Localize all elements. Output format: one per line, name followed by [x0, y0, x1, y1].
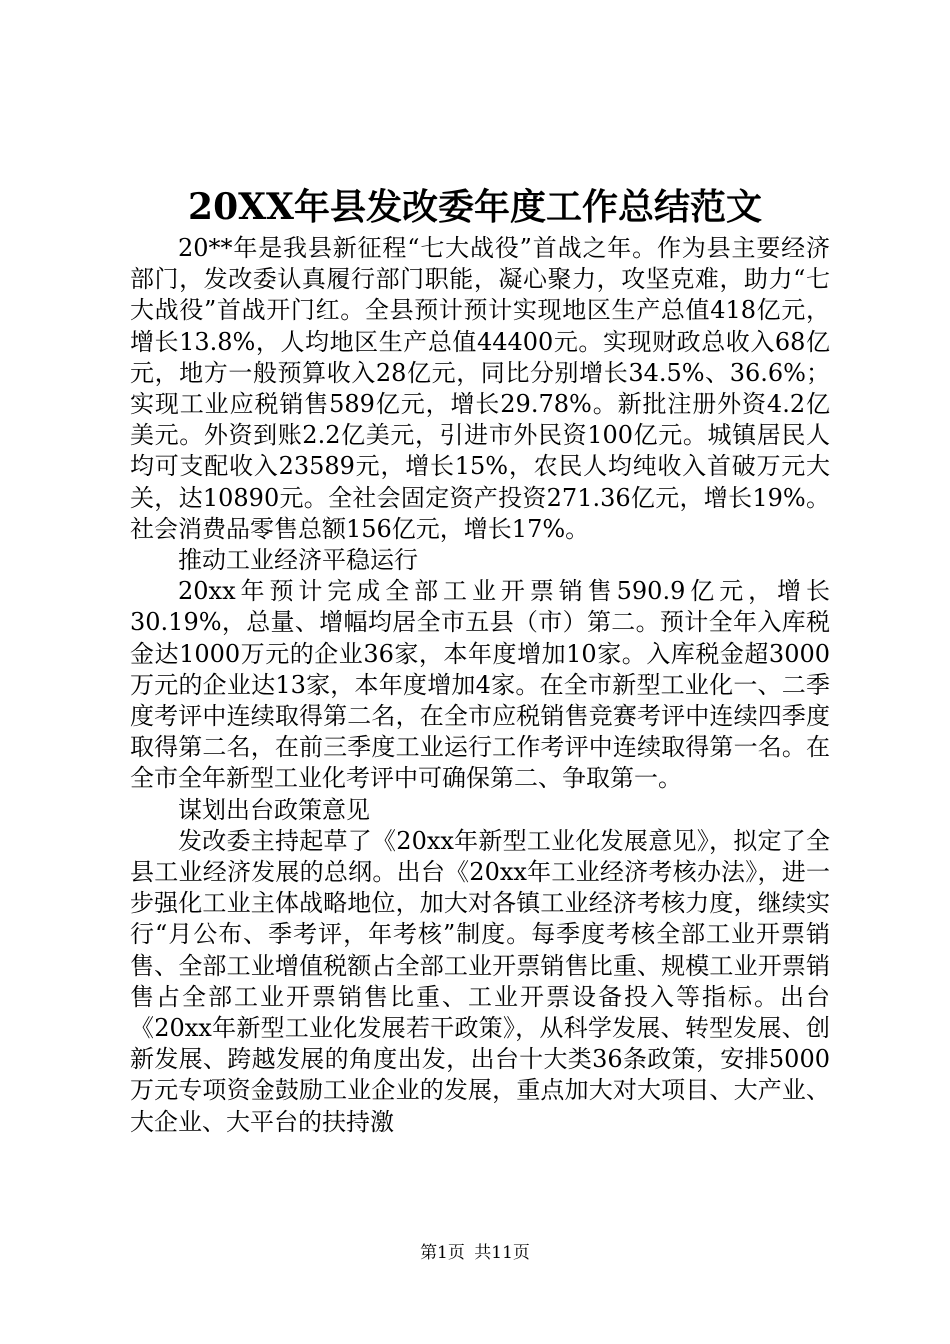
- section-heading-policy: 谋划出台政策意见: [178, 795, 370, 824]
- paragraph-intro: 20**年是我县新征程“七大战役”首战之年。作为县主要经济部门，发改委认真履行部门职能，凝心聚力，攻坚克难，助力“七大战役”首战开门红。全县预计预计实现地区生产总值418亿元，增长13.8%，人均地区生产总值44400元。实现财政总收入68亿元，地方一般预算收入28亿元，同比分别增长34.5%、36.6%；实现工业应税销售589亿元，增长29.78%。新批注册外资4.2亿美元。外资到账2.2亿美元，引进市外民资100亿元。城镇居民人均可支配收入23589元，增长15%，农民人均纯收入首破万元大关，达10890元。全社会固定资产投资271.36亿元，增长19%。社会消费品零售总额156亿元，增长17%。: [130, 234, 830, 543]
- section-heading-industry: 推动工业经济平稳运行: [178, 546, 418, 575]
- page-footer: [0, 1241, 950, 1265]
- paragraph-industry: 20xx年预计完成全部工业开票销售590.9亿元，增长30.19%，总量、增幅均居全市五县（市）第二。预计全年入库税金达1000万元的企业36家，本年度增加10家。入库税金超3000万元的企业达13家，本年度增加4家。在全市新型工业化一、二季度考评中连续取得第二名，在全市应税销售竞赛考评中连续四季度取得第二名，在前三季度工业运行工作考评中连续取得第一名。在全市全年新型工业化考评中可确保第二、争取第一。: [130, 577, 830, 793]
- document-title: 20XX年县发改委年度工作总结范文: [188, 186, 762, 228]
- page-number: 第1页: [420, 1243, 465, 1263]
- paragraph-policy: 发改委主持起草了《20xx年新型工业化发展意见》，拟定了全县工业经济发展的总纲。出台《20xx年工业经济考核办法》，进一步强化工业主体战略地位，加大对各镇工业经济考核力度，继续实行“月公布、季考评，年考核”制度。每季度考核全部工业开票销售、全部工业增值税额占全部工业开票销售比重、规模工业开票销售占全部工业开票销售比重、工业开票设备投入等指标。出台《20xx年新型工业化发展若干政策》，从科学发展、转型发展、创新发展、跨越发展的角度出发，出台十大类36条政策，安排5000万元专项资金鼓励工业企业的发展，重点加大对大项目、大产业、大企业、大平台的扶持激: [130, 826, 830, 1136]
- document-body: [130, 233, 830, 1138]
- page-total: 共11页: [474, 1243, 530, 1263]
